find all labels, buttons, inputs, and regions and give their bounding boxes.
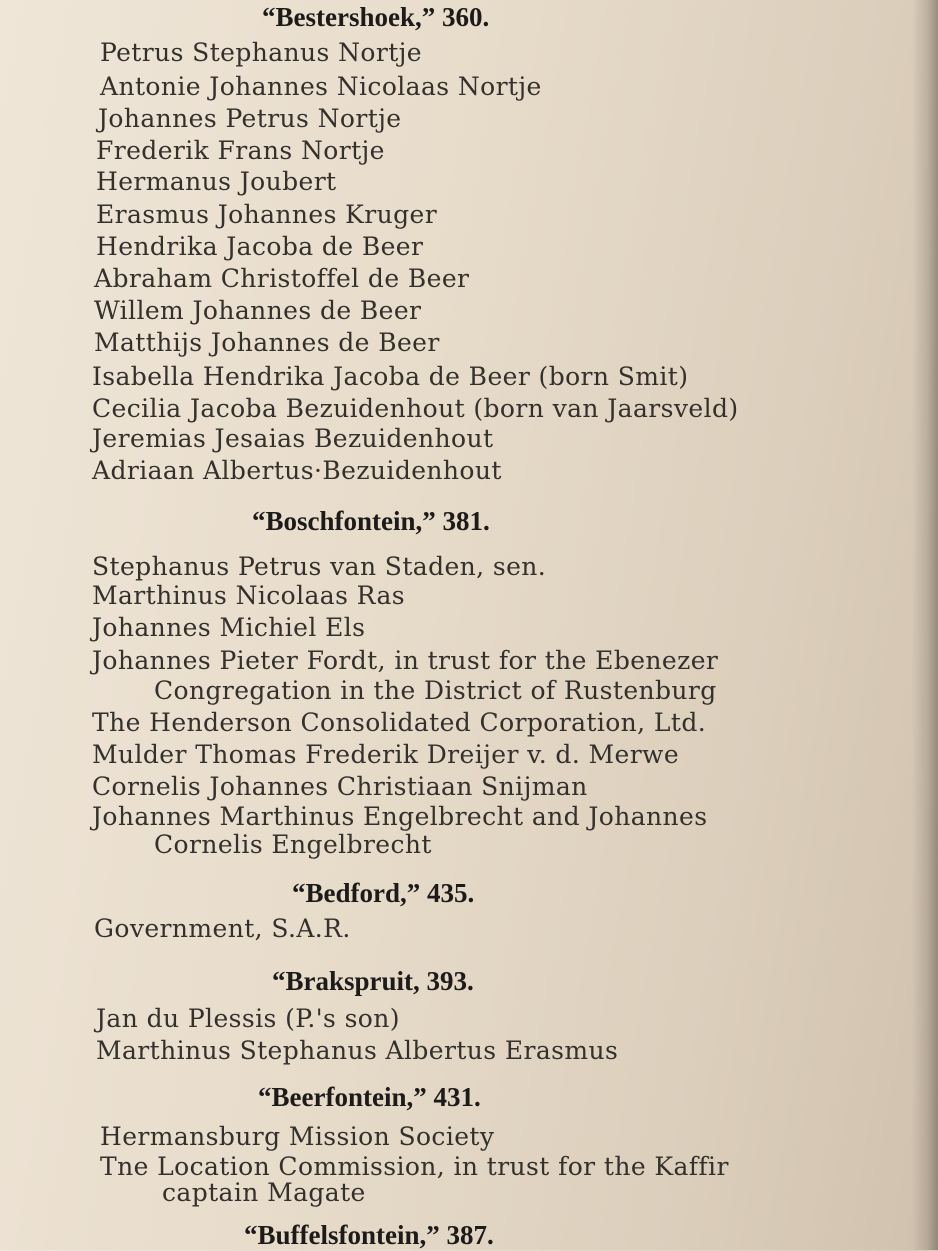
list-item: Willem Johannes de Beer bbox=[94, 296, 422, 325]
list-item: Abraham Christoffel de Beer bbox=[94, 264, 470, 293]
list-item: Jan du Plessis (P.'s son) bbox=[96, 1004, 400, 1033]
list-item: Stephanus Petrus van Staden, sen. bbox=[92, 552, 547, 581]
list-item: Johannes Petrus Nortje bbox=[98, 104, 402, 133]
list-item: Erasmus Johannes Kruger bbox=[96, 200, 438, 229]
section-heading-boschfontein: “Boschfontein,” 381. bbox=[252, 506, 490, 536]
list-item: Antonie Johannes Nicolaas Nortje bbox=[100, 72, 542, 101]
section-heading-beerfontein: “Beerfontein,” 431. bbox=[258, 1082, 481, 1112]
list-item: Hendrika Jacoba de Beer bbox=[96, 232, 424, 261]
list-item: Marthinus Stephanus Albertus Erasmus bbox=[96, 1036, 619, 1065]
list-item: Jeremias Jesaias Bezuidenhout bbox=[92, 424, 494, 453]
section-heading-brakspruit: “Brakspruit, 393. bbox=[272, 966, 474, 996]
list-item: Johannes Pieter Fordt, in trust for the Ebenezer bbox=[92, 646, 719, 675]
list-item: Cornelis Johannes Christiaan Snijman bbox=[92, 772, 588, 801]
list-item-continuation: Congregation in the District of Rustenburg bbox=[154, 676, 717, 705]
list-item: Adriaan Albertus·Bezuidenhout bbox=[92, 456, 502, 485]
list-item: Johannes Marthinus Engelbrecht and Johannes bbox=[92, 802, 708, 831]
section-heading-buffelsfontein: “Buffelsfontein,” 387. bbox=[244, 1220, 494, 1250]
section-heading-bedford: “Bedford,” 435. bbox=[292, 878, 475, 908]
page-edge-shadow bbox=[912, 0, 938, 1250]
list-item-continuation: captain Magate bbox=[162, 1178, 366, 1207]
list-item: Isabella Hendrika Jacoba de Beer (born Smit) bbox=[92, 362, 689, 391]
list-item-continuation: Cornelis Engelbrecht bbox=[154, 830, 432, 859]
list-item: Johannes Michiel Els bbox=[92, 613, 366, 642]
list-item: Hermansburg Mission Society bbox=[100, 1122, 495, 1151]
list-item: Mulder Thomas Frederik Dreijer v. d. Merwe bbox=[92, 740, 680, 769]
list-item: Marthinus Nicolaas Ras bbox=[92, 581, 406, 610]
list-item: Government, S.A.R. bbox=[94, 914, 351, 943]
list-item: The Henderson Consolidated Corporation, Ltd. bbox=[92, 708, 707, 737]
list-item: Hermanus Joubert bbox=[96, 167, 337, 196]
list-item: Matthijs Johannes de Beer bbox=[94, 328, 440, 357]
section-heading-bestershoek: “Bestershoek,” 360. bbox=[262, 2, 490, 32]
list-item: Petrus Stephanus Nortje bbox=[100, 38, 422, 67]
list-item: Frederik Frans Nortje bbox=[96, 136, 385, 165]
list-item: Tne Location Commission, in trust for the Kaffir bbox=[100, 1152, 729, 1181]
list-item: Cecilia Jacoba Bezuidenhout (born van Jaarsveld) bbox=[92, 394, 739, 423]
